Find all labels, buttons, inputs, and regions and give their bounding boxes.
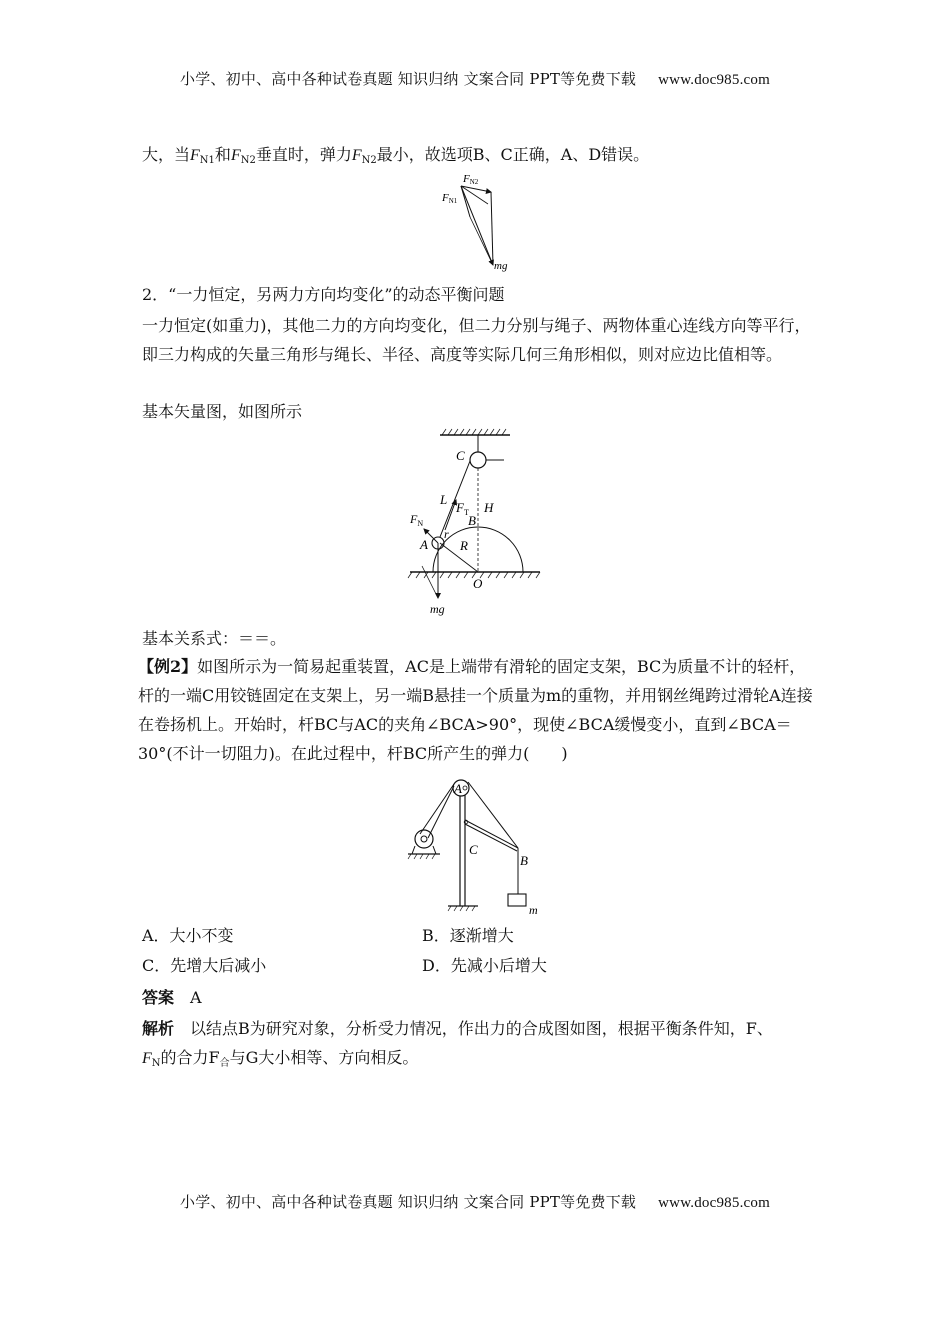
header-url[interactable]: www.doc985.com (658, 72, 770, 88)
label-o: O (473, 576, 483, 591)
pulley (470, 452, 486, 468)
footer-url[interactable]: www.doc985.com (658, 1195, 770, 1211)
text-segment: 垂直时，弹力 (255, 145, 352, 164)
symbol-f: F (351, 147, 362, 164)
header-text: 小学、初中、高中各种试卷真题 知识归纳 文案合同 PPT等免费下载 (180, 70, 637, 88)
label-a: A (420, 537, 428, 552)
page-header (0, 68, 950, 89)
side-line (491, 192, 493, 265)
label-b: B (520, 853, 528, 868)
relation-line: 基本关系式：＝＝。 (142, 629, 287, 648)
label-b: B (468, 513, 476, 528)
option-b[interactable]: B．逐渐增大 (422, 926, 514, 945)
mg-label: mg (494, 260, 508, 272)
vector-side (422, 566, 438, 598)
analysis-line-1 (142, 1018, 812, 1040)
label-r: R (460, 538, 468, 553)
vector-diagram-label: 基本矢量图，如图所示 (142, 402, 303, 421)
subscript: N (151, 1058, 161, 1069)
example-tag: 【例2】 (138, 657, 198, 676)
option-d[interactable]: D．先减小后增大 (422, 956, 547, 975)
analysis-text: 以结点B为研究对象，分析受力情况，作出力的合成图如图，根据平衡条件知，F、 (190, 1019, 773, 1038)
subscript: N2 (240, 155, 256, 166)
label-h: H (484, 500, 494, 515)
text-segment: 和 (214, 145, 231, 164)
answer-value: A (190, 988, 202, 1007)
side-line (470, 217, 493, 265)
symbol-f: F (142, 1050, 152, 1067)
option-a[interactable]: A．大小不变 (142, 926, 234, 945)
text-segment: 大，当 (142, 145, 191, 164)
text-segment: 的合力F (160, 1048, 220, 1067)
symbol-f: F (190, 147, 200, 164)
option-c[interactable]: C．先增大后减小 (142, 956, 267, 975)
crane-figure (398, 772, 548, 918)
label-r-small: r (444, 527, 449, 541)
symbol-f: F (230, 147, 241, 164)
page-footer (0, 1191, 950, 1212)
rope-to-winch (428, 786, 454, 838)
winch-hub (421, 836, 427, 842)
section-title: 2．“一力恒定，另两力方向均变化”的动态平衡问题 (142, 285, 505, 304)
analysis-label: 解析 (142, 1019, 175, 1038)
answer-label: 答案 (142, 988, 175, 1007)
example-text: 如图所示为一简易起重装置，AC是上端带有滑轮的固定支架，BC为质量不计的轻杆，杆的一端C用铰链固定在支架上，另一端B悬挂一个质量为m的重物，并用钢丝绳跨过滑轮A连接在卷扬机上。开始时，杆BC与AC的夹角∠BCA>90°，现使∠BCA缓慢变小，直到∠BCA＝30°(不计一切阻力)。在此过程中，杆BC所产生的弹力( ) (138, 657, 813, 763)
winch (415, 830, 433, 848)
example-2 (138, 652, 814, 768)
label-m: m (529, 903, 538, 917)
subscript: 合 (219, 1058, 230, 1069)
label-c: C (469, 842, 478, 857)
weight-m (508, 894, 526, 906)
label-ft: $F_T$ (456, 500, 469, 517)
text-segment: 与G大小相等、方向相反。 (229, 1048, 419, 1067)
label-mg: mg (430, 602, 445, 616)
label-c: C (456, 448, 465, 463)
subscript: N1 (199, 155, 215, 166)
footer-text: 小学、初中、高中各种试卷真题 知识归纳 文案合同 PPT等免费下载 (180, 1193, 637, 1211)
mg-arrow (461, 186, 493, 265)
text-segment: 最小，故选项B、C正确，A、D错误。 (376, 145, 650, 164)
answer-line (142, 987, 812, 1009)
subscript: N2 (361, 155, 377, 166)
winch-base (412, 846, 436, 854)
fn1-label: FN1 (442, 192, 458, 205)
section-body: 一力恒定(如重力)，其他二力的方向均变化，但二力分别与绳子、两物体重心连线方向等平行，即三力构成的矢量三角形与绳长、半径、高度等实际几何三角形相似，则对应边比值相等。 (142, 316, 811, 364)
analysis-line-2 (142, 1047, 812, 1075)
label-a: A (454, 781, 462, 796)
radius-line (440, 543, 478, 572)
fn2-label: FN2 (463, 173, 479, 186)
pulley-hemisphere-figure (400, 426, 550, 618)
intro-line (142, 144, 812, 172)
label-fn: $F_N$ (410, 512, 424, 528)
rope-to-winch (420, 784, 454, 834)
force-triangle-figure (430, 170, 530, 274)
label-l: L (440, 492, 448, 507)
